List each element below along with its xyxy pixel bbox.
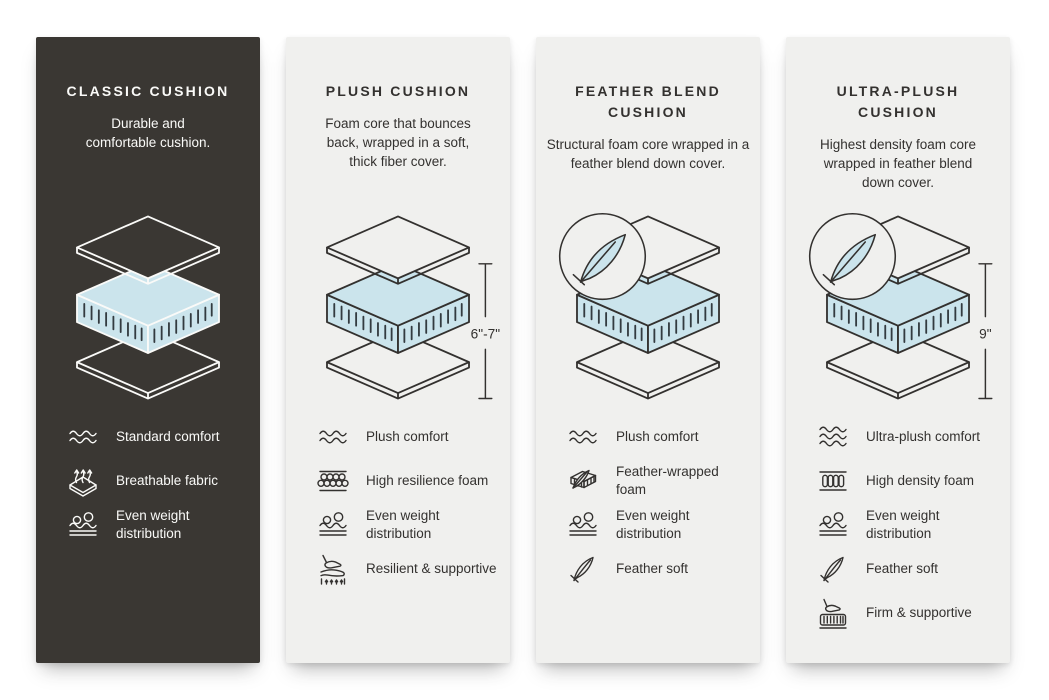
even-weight-icon	[316, 509, 350, 541]
cushion-illustration	[793, 211, 1003, 404]
cushion-illustration	[43, 211, 253, 404]
card-title: PLUSH CUSHION	[325, 83, 471, 99]
feature-label: Feather-wrapped foam	[616, 464, 719, 497]
even-weight-icon	[66, 509, 100, 541]
card-classic-cushion	[36, 37, 260, 663]
card-header	[36, 37, 260, 209]
feature-row	[536, 463, 760, 499]
card-description: Structural foam core wrapped in a feather blend down cover.	[546, 137, 750, 171]
feature-row	[286, 463, 510, 499]
feature-row	[286, 551, 510, 587]
breathable-icon	[66, 465, 100, 497]
waves-icon	[566, 421, 600, 453]
feature-row	[786, 595, 1010, 631]
illustration-area	[286, 209, 510, 405]
feature-label: High density foam	[866, 473, 975, 489]
feather-icon	[816, 553, 850, 585]
feature-row	[286, 507, 510, 543]
feature-row	[536, 551, 760, 587]
feather-foam-icon	[566, 465, 600, 497]
feature-label: Even weight distribution	[116, 508, 190, 541]
feature-label: High resilience foam	[366, 473, 489, 489]
feather-badge	[560, 213, 646, 299]
illustration-area	[36, 209, 260, 405]
feature-row	[786, 419, 1010, 455]
feature-label: Resilient & supportive	[366, 561, 497, 577]
waves-icon	[66, 421, 100, 453]
card-title: CLASSIC CUSHION	[66, 83, 230, 99]
hand-press-icon	[316, 553, 350, 585]
card-ultra-plush-cushion	[786, 37, 1010, 663]
feature-list	[36, 419, 260, 551]
cushion-illustration	[543, 211, 753, 404]
even-weight-icon	[816, 509, 850, 541]
feature-label: Feather soft	[616, 561, 689, 577]
illustration-area	[786, 209, 1010, 405]
feather-badge	[810, 213, 896, 299]
feature-label: Feather soft	[866, 561, 939, 577]
feature-row	[786, 507, 1010, 543]
card-header	[786, 37, 1010, 209]
feature-list	[286, 419, 510, 595]
feature-row	[786, 463, 1010, 499]
feature-row	[786, 551, 1010, 587]
density-foam-icon	[816, 465, 850, 497]
feature-list	[536, 419, 760, 595]
feature-label: Even weight distribution	[866, 508, 940, 541]
feature-row	[536, 419, 760, 455]
even-weight-icon	[566, 509, 600, 541]
height-dimension	[979, 263, 992, 398]
illustration-area	[536, 209, 760, 405]
card-plush-cushion	[286, 37, 510, 663]
feature-label: Standard comfort	[116, 429, 220, 445]
card-header	[536, 37, 760, 209]
height-dimension	[471, 263, 501, 398]
feature-row	[536, 507, 760, 543]
waves-icon	[316, 421, 350, 453]
waves3-icon	[816, 421, 850, 453]
height-dimension-label: 9"	[979, 325, 992, 341]
feature-row	[286, 419, 510, 455]
feather-icon	[566, 553, 600, 585]
card-description: Foam core that bounces back, wrapped in a soft, thick fiber cover.	[325, 116, 471, 169]
foam-cells-icon	[316, 465, 350, 497]
feature-label: Firm & supportive	[866, 605, 972, 621]
feature-label: Plush comfort	[616, 429, 699, 445]
card-header	[286, 37, 510, 209]
feature-label: Plush comfort	[366, 429, 449, 445]
height-dimension-label: 6"-7"	[470, 325, 501, 341]
card-feather-blend-cushion	[536, 37, 760, 663]
feature-label: Even weight distribution	[366, 508, 440, 541]
feature-list	[786, 419, 1010, 639]
feature-label: Even weight distribution	[616, 508, 690, 541]
feature-label: Ultra-plush comfort	[866, 429, 981, 445]
feature-row	[36, 419, 260, 455]
cushion-illustration	[293, 211, 503, 404]
card-title: ULTRA-PLUSH CUSHION	[836, 83, 960, 120]
card-description: Highest density foam core wrapped in feather blend down cover.	[819, 137, 977, 190]
firm-press-icon	[816, 597, 850, 629]
feature-label: Breathable fabric	[116, 473, 219, 489]
feature-row	[36, 507, 260, 543]
card-title: FEATHER BLEND CUSHION	[575, 83, 721, 120]
card-description: Durable and comfortable cushion.	[85, 116, 211, 150]
feature-row	[36, 463, 260, 499]
